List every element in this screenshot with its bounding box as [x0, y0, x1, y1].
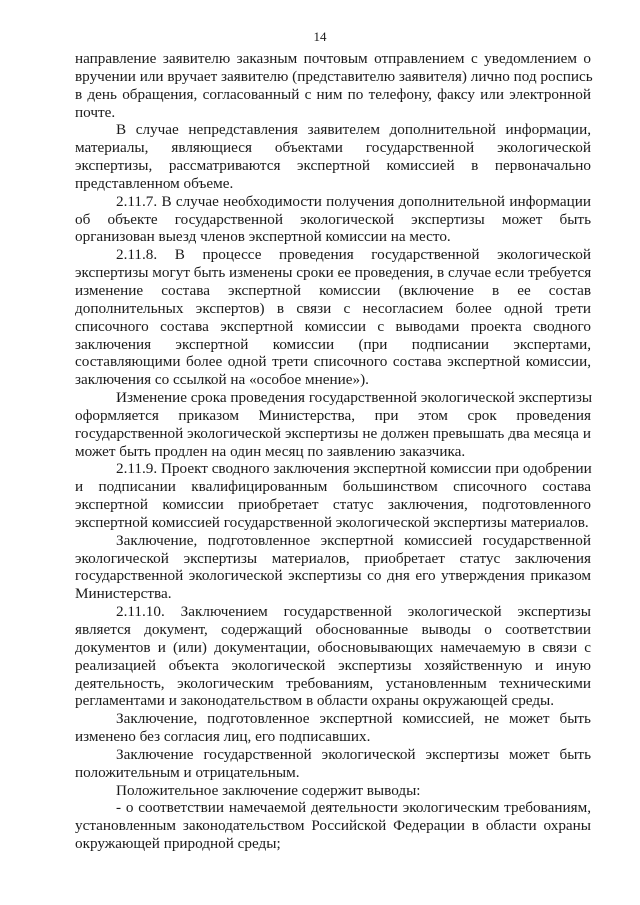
text-line: Заключение, подготовленное экспертной комиссией, не может быть: [116, 710, 591, 728]
text-line: Положительное заключение содержит выводы:: [116, 781, 421, 799]
paragraph: [75, 782, 591, 800]
paragraph: [75, 389, 591, 460]
text-line: экологической экспертизы материалов, приобретает статус заключения: [75, 549, 591, 567]
text-line: материалы, являющиеся объектами государственной экологической: [75, 139, 591, 157]
text-line: регламентами и законодательством в области охраны окружающей среды.: [75, 692, 555, 710]
text-line: вручении или вручает заявителю (представителю заявителя) лично под роспись: [75, 67, 593, 85]
text-line: списочного состава экспертной комиссии с выводами проекта сводного: [75, 317, 591, 335]
paragraph: [75, 532, 591, 603]
text-line: и подписании квалифицированным большинством списочного состава: [75, 478, 591, 496]
text-line: в день обращения, согласованный с ним по телефону, факсу или электронной: [75, 85, 591, 103]
text-line: положительным и отрицательным.: [75, 763, 300, 781]
text-line: Изменение срока проведения государственной экологической экспертизы: [116, 389, 593, 407]
paragraph: [75, 746, 591, 782]
paragraph: [75, 799, 591, 853]
paragraph: [75, 246, 591, 389]
paragraph: [75, 603, 591, 710]
text-line: государственной экологической экспертизы не должен превышать два месяца и: [75, 424, 591, 442]
text-line: составляющими более одной трети списочного состава экспертной комиссии,: [75, 353, 591, 371]
text-line: установленным законодательством Российской Федерации в области охраны: [75, 817, 591, 835]
document-body: [75, 50, 591, 853]
text-line: оформляется приказом Министерства, при этом срок проведения: [75, 406, 591, 424]
text-line: В случае непредставления заявителем дополнительной информации,: [116, 121, 591, 139]
text-line: Министерства.: [75, 585, 172, 603]
text-line: окружающей природной среды;: [75, 835, 281, 853]
text-line: документов и (или) документации, обосновывающих намечаемую в связи с: [75, 638, 591, 656]
text-line: является документ, содержащий обоснованные выводы о соответствии: [75, 621, 591, 638]
text-line: Заключение, подготовленное экспертной комиссией государственной: [116, 531, 591, 549]
text-line: 2.11.10. Заключением государственной экологической экспертизы: [116, 603, 591, 621]
paragraph: [75, 460, 591, 531]
text-line: представленном объеме.: [75, 174, 234, 192]
text-line: экспертизы могут быть изменены сроки ее проведения, в случае если требуется: [75, 264, 592, 282]
text-line: заключения экспертной комиссии (при подписании экспертами,: [75, 335, 591, 353]
text-line: изменение состава экспертной комиссии (включение в ее состав: [75, 281, 591, 299]
text-line: организован выезд членов экспертной комиссии на место.: [75, 228, 451, 246]
page-number: 14: [313, 29, 327, 44]
text-line: Заключение государственной экологической экспертизы может быть: [116, 745, 591, 763]
paragraph: [75, 193, 591, 247]
text-line: заключения со ссылкой на «особое мнение»).: [75, 371, 369, 389]
text-line: деятельность, экологическим требованиям, установленным техническими: [75, 674, 591, 692]
text-line: об объекте государственной экологической экспертизы может быть: [75, 210, 591, 228]
text-line: экспертной комиссией государственной экологической экспертизы материалов.: [75, 513, 589, 531]
text-line: почте.: [75, 103, 116, 121]
text-line: экспертной комиссии приобретает статус заключения, подготовленного: [75, 496, 591, 514]
text-line: государственной экологической экспертизы со дня его утверждения приказом: [75, 567, 591, 585]
paragraph: [75, 121, 591, 192]
text-line: 2.11.8. В процессе проведения государственной экологической: [116, 246, 591, 264]
text-line: направление заявителю заказным почтовым отправлением с уведомлением о: [75, 50, 591, 67]
text-line: экспертизы, рассматриваются экспертной комиссией в первоначально: [75, 157, 591, 175]
text-line: дополнительных экспертов) в связи с несогласием более одной трети: [75, 299, 591, 317]
text-line: 2.11.9. Проект сводного заключения экспертной комиссии при одобрении: [116, 460, 592, 478]
paragraph: [75, 50, 591, 121]
text-line: реализацией объекта экологической экспертизы хозяйственную и иную: [75, 656, 591, 674]
text-line: изменено без согласия лиц, его подписавших.: [75, 728, 371, 746]
text-line: - о соответствии намечаемой деятельности экологическим требованиям,: [116, 799, 591, 817]
paragraph: [75, 710, 591, 746]
text-line: может быть продлен на один месяц по заявлению заказчика.: [75, 442, 466, 460]
text-line: 2.11.7. В случае необходимости получения дополнительной информации: [116, 192, 591, 210]
